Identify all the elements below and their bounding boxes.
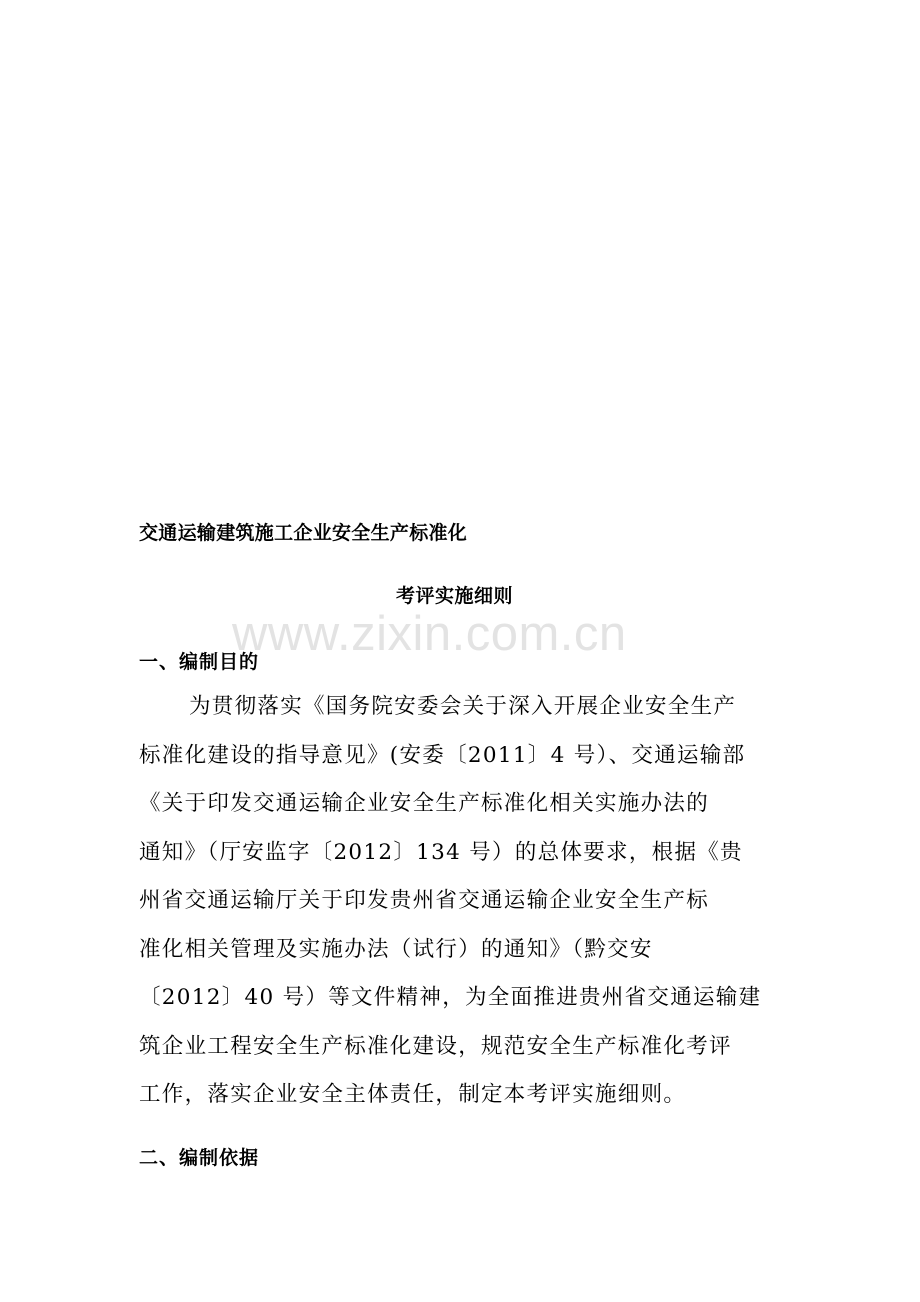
paragraph-line: 〔2012〕40 号）等文件精神，为全面推进贵州省交通运输建 [139,985,762,1010]
document-title: 交通运输建筑施工企业安全生产标准化 [139,522,468,544]
paragraph-line: 准化相关管理及实施办法（试行）的通知》（黔交安 [139,936,653,962]
section-heading-purpose: 一、编制目的 [139,651,260,673]
paragraph-line: 工作，落实企业安全主体责任，制定本考评实施细则。 [139,1082,687,1107]
paragraph-line: 标准化建设的指导意见》(安委〔2011〕4 号）、交通运输部 [139,742,746,768]
document-subtitle: 考评实施细则 [396,585,514,607]
paragraph-line: 筑企业工程安全生产标准化建设，规范安全生产标准化考评 [139,1033,732,1059]
section-heading-basis: 二、编制依据 [139,1147,260,1169]
paragraph-line: 通知》（厅安监字〔2012〕134 号）的总体要求，根据《贵 [139,839,743,865]
paragraph-line: 《关于印发交通运输企业安全生产标准化相关实施办法的 [139,791,710,816]
section-body-purpose [139,683,799,1120]
paragraph-line: 州省交通运输厅关于印发贵州省交通运输企业安全生产标 [139,888,710,913]
watermark: www.zixin.com.cn [232,607,627,661]
paragraph-line: 为贯彻落实《国务院安委会关于深入开展企业安全生产 [189,694,737,719]
